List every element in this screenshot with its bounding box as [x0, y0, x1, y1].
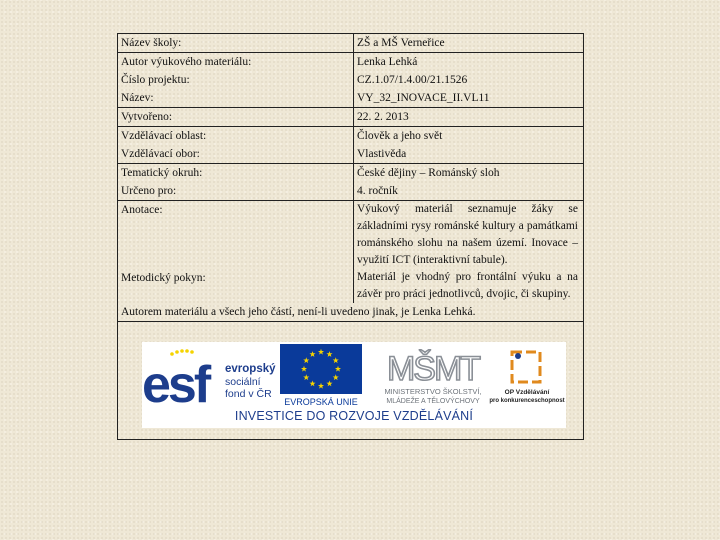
meta-row-authorship: [118, 303, 583, 322]
meta-label: Název školy:: [118, 34, 354, 53]
meta-value: Výukový materiál seznamuje žáky se základními rysy románské kultury a památkami románského slohu na našem území. Inovace – využití ICT (interaktivní tabule).: [354, 201, 584, 270]
msmt-letters: MŠMT: [386, 350, 480, 388]
meta-value: VY_32_INOVACE_II.VL11: [354, 89, 584, 108]
meta-label: Název:: [118, 89, 354, 108]
funding-logos-banner: [142, 342, 566, 428]
meta-label: Vzdělávací obor:: [118, 145, 354, 164]
esf-logo: [142, 342, 276, 408]
meta-value: Materiál je vhodný pro frontální výuku a na závěr pro práci jednotlivců, dvojic, či skupiny.: [354, 269, 584, 303]
meta-row-methodology: [118, 269, 583, 303]
meta-value: ZŠ a MŠ Verneřice: [354, 34, 584, 53]
meta-value: 4. ročník: [354, 182, 584, 201]
meta-row-annotation: [118, 201, 583, 270]
meta-label: Metodický pokyn:: [121, 272, 206, 284]
meta-value: Vlastivěda: [354, 145, 584, 164]
esf-text-2: sociální: [225, 376, 261, 388]
esf-text-1: evropský: [225, 363, 276, 375]
meta-row-subject: [118, 145, 583, 164]
meta-label: Vytvořeno:: [118, 108, 354, 127]
meta-row-author: [118, 53, 583, 72]
investment-caption: INVESTICE DO ROZVOJE VZDĚLÁVÁNÍ: [234, 409, 474, 423]
msmt-logo: [378, 342, 488, 408]
meta-value: Člověk a jeho svět: [354, 127, 584, 146]
project-metadata-table: [118, 34, 583, 322]
meta-label: Autor výukového materiálu:: [121, 56, 252, 68]
eu-text: EVROPSKÁ UNIE: [284, 397, 358, 407]
op-vk-text-1: OP Vzdělávání: [504, 389, 550, 396]
esf-letters: esf: [142, 356, 209, 408]
project-info-sheet: [117, 33, 584, 440]
meta-value: CZ.1.07/1.4.00/21.1526: [354, 71, 584, 89]
msmt-text-1: MINISTERSTVO ŠKOLSTVÍ,: [384, 387, 482, 396]
op-vk-logo: [488, 342, 566, 408]
op-vk-dot-icon: [515, 353, 521, 359]
meta-row-school: [118, 34, 583, 53]
meta-row-grade: [118, 182, 583, 201]
meta-value: Lenka Lehká: [354, 53, 584, 72]
eu-logo: [276, 342, 366, 408]
meta-value: 22. 2. 2013: [354, 108, 584, 127]
meta-label: Číslo projektu:: [121, 74, 190, 86]
meta-row-topic: [118, 164, 583, 183]
meta-row-educational-area: [118, 127, 583, 146]
meta-label: Tematický okruh:: [121, 167, 203, 179]
op-vk-text-2: pro konkurenceschopnost: [489, 398, 565, 404]
msmt-text-2: MLÁDEŽE A TĚLOVÝCHOVY: [386, 398, 480, 405]
authorship-note: Autorem materiálu a všech jeho částí, není-li uvedeno jinak, je Lenka Lehká.: [118, 303, 583, 322]
meta-row-project-number: [118, 71, 583, 89]
meta-label: Určeno pro:: [118, 182, 354, 201]
meta-label: Vzdělávací oblast:: [121, 130, 207, 142]
meta-row-title: [118, 89, 583, 108]
meta-row-created: [118, 108, 583, 127]
meta-label: Anotace:: [121, 204, 163, 216]
meta-value: České dějiny – Románský sloh: [354, 164, 584, 183]
esf-text-3: fond v ČR: [225, 388, 272, 400]
